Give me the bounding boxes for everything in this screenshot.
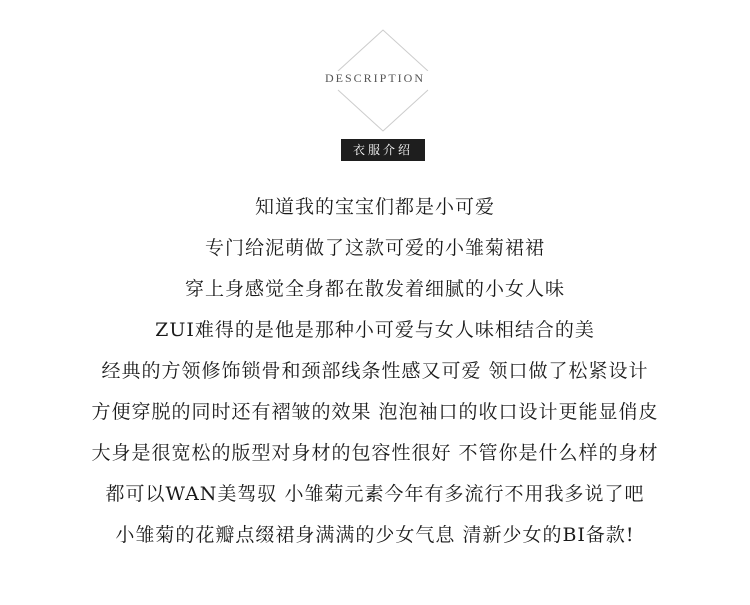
description-line: 穿上身感觉全身都在散发着细腻的小女人味 bbox=[184, 278, 565, 300]
section-title bbox=[0, 71, 750, 86]
category-tag: 衣服介绍 bbox=[341, 139, 425, 161]
description-line: 经典的方领修饰锁骨和颈部线条性感又可爱 领口做了松紧设计 bbox=[101, 360, 649, 382]
description-text bbox=[0, 187, 750, 556]
header-decoration bbox=[0, 0, 750, 140]
section-title-text: DESCRIPTION bbox=[321, 71, 429, 85]
description-line: 方便穿脱的同时还有褶皱的效果 泡泡袖口的收口设计更能显俏皮 bbox=[91, 401, 659, 423]
description-line: 知道我的宝宝们都是小可爱 bbox=[254, 196, 495, 218]
diamond-outline-icon bbox=[0, 0, 750, 140]
description-line: 小雏菊的花瓣点缀裙身满满的少女气息 清新少女的BI备款! bbox=[115, 524, 635, 546]
description-line: 大身是很宽松的版型对身材的包容性很好 不管你是什么样的身材 bbox=[91, 442, 659, 464]
description-line: ZUI难得的是他是那种小可爱与女人味相结合的美 bbox=[155, 319, 595, 341]
description-line: 都可以WAN美驾驭 小雏菊元素今年有多流行不用我多说了吧 bbox=[105, 483, 645, 505]
description-line: 专门给泥萌做了这款可爱的小雏菊裙裙 bbox=[204, 237, 545, 259]
